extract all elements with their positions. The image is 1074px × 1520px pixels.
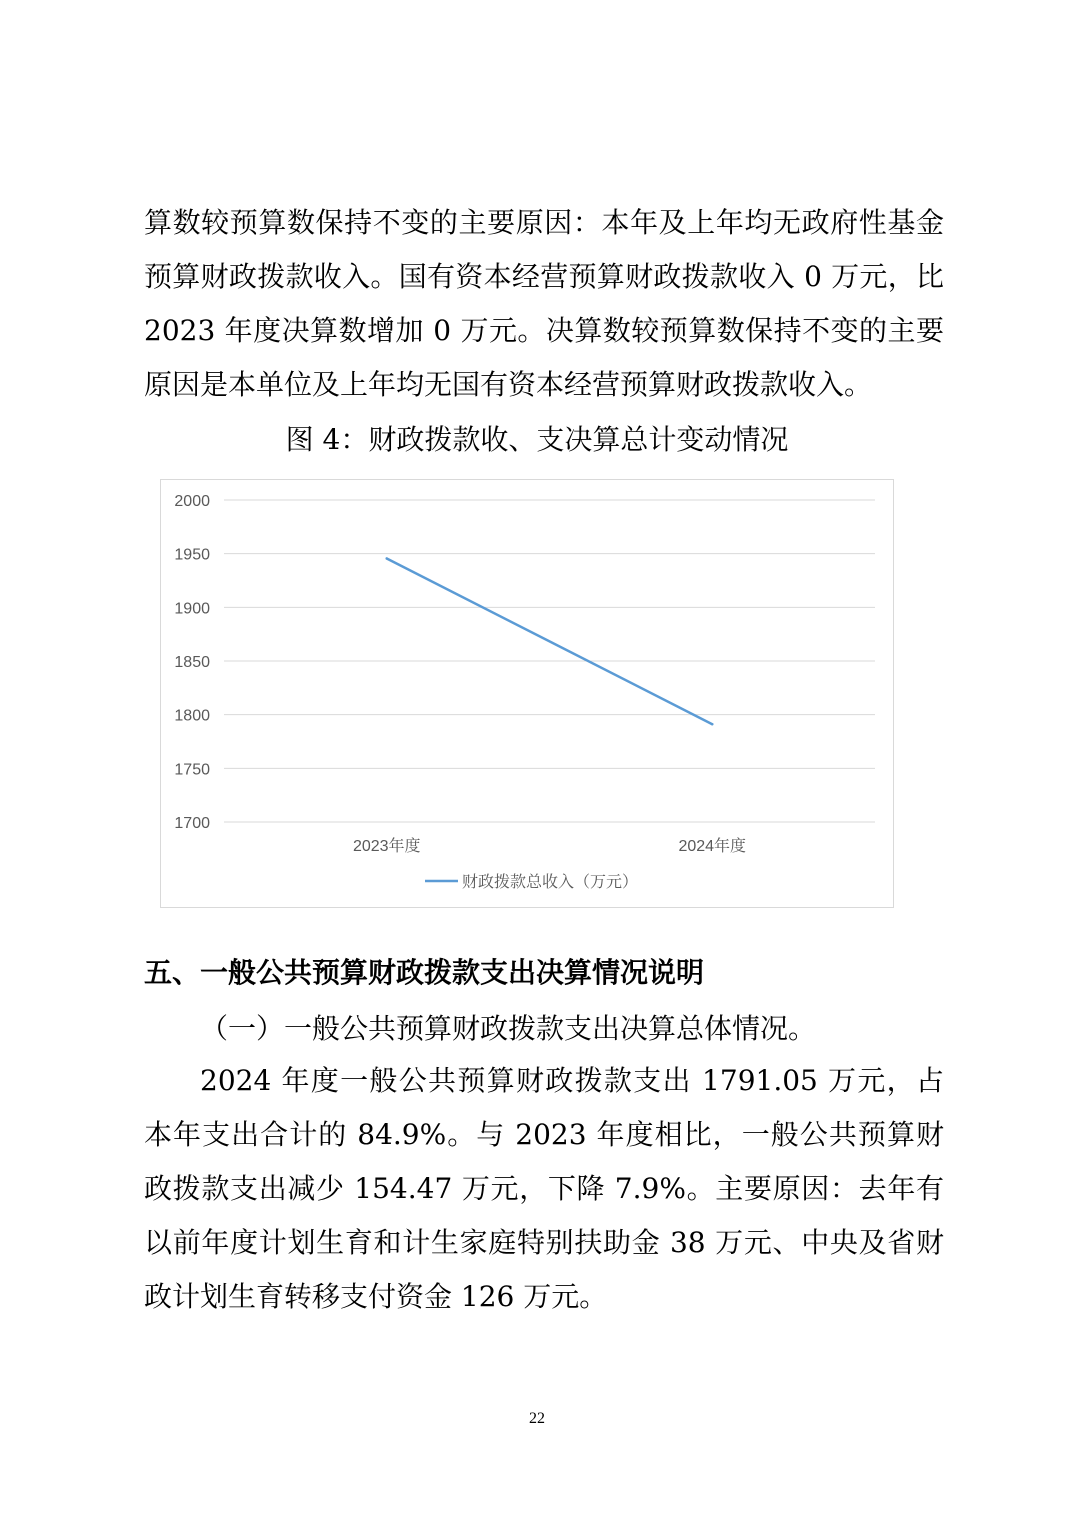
- y-tick-label: 1850: [174, 654, 210, 671]
- data-point: [711, 723, 713, 725]
- legend: [425, 873, 638, 891]
- body-paragraph-1: 算数较预算数保持不变的主要原因：本年及上年均无政府性基金预算财政拨款收入。国有资本经营预算财政拨款收入 0 万元，比 2023 年度决算数增加 0 万元。决算数较预算数保持不变的主要原因是本单位及上年均无国有资本经营预算财政拨款收入。: [144, 206, 944, 401]
- series-line: [387, 558, 713, 724]
- x-axis-ticks: [353, 836, 746, 855]
- y-tick-label: 1900: [174, 600, 210, 618]
- y-tick-label: 1950: [174, 546, 210, 564]
- line-chart: [160, 479, 894, 908]
- chart-svg: [161, 480, 893, 907]
- grid-lines: [224, 500, 875, 822]
- y-tick-label: 1750: [174, 761, 210, 779]
- page-number: 22: [529, 1410, 545, 1427]
- x-tick-label: 2023年度: [352, 838, 421, 855]
- x-tick-label: 2024年度: [678, 838, 747, 855]
- y-axis-ticks: [174, 493, 210, 832]
- figure-caption: 图 4：财政拨款收、支决算总计变动情况: [285, 423, 789, 456]
- y-tick-label: 1800: [174, 707, 210, 725]
- body-paragraph-2: 2024 年度一般公共预算财政拨款支出 1791.05 万元，占本年支出合计的 84.9%。与 2023 年度相比，一般公共预算财政拨款支出减少 154.47 万元，下降 7.9%。主要原因：去年有以前年度计划生育和计生家庭特别扶助金 38 万元、中央及省财政计划生育转移支付资金 126 万元。: [144, 1064, 944, 1313]
- legend-label: 财政拨款总收入（万元）: [462, 874, 639, 891]
- section-heading: 五、一般公共预算财政拨款支出决算情况说明: [144, 956, 705, 989]
- y-tick-label: 1700: [174, 815, 210, 832]
- series-layer: [386, 557, 714, 725]
- data-point: [386, 557, 388, 559]
- sub-heading: （一）一般公共预算财政拨款支出决算总体情况。: [200, 1012, 817, 1045]
- y-tick-label: 2000: [174, 493, 210, 510]
